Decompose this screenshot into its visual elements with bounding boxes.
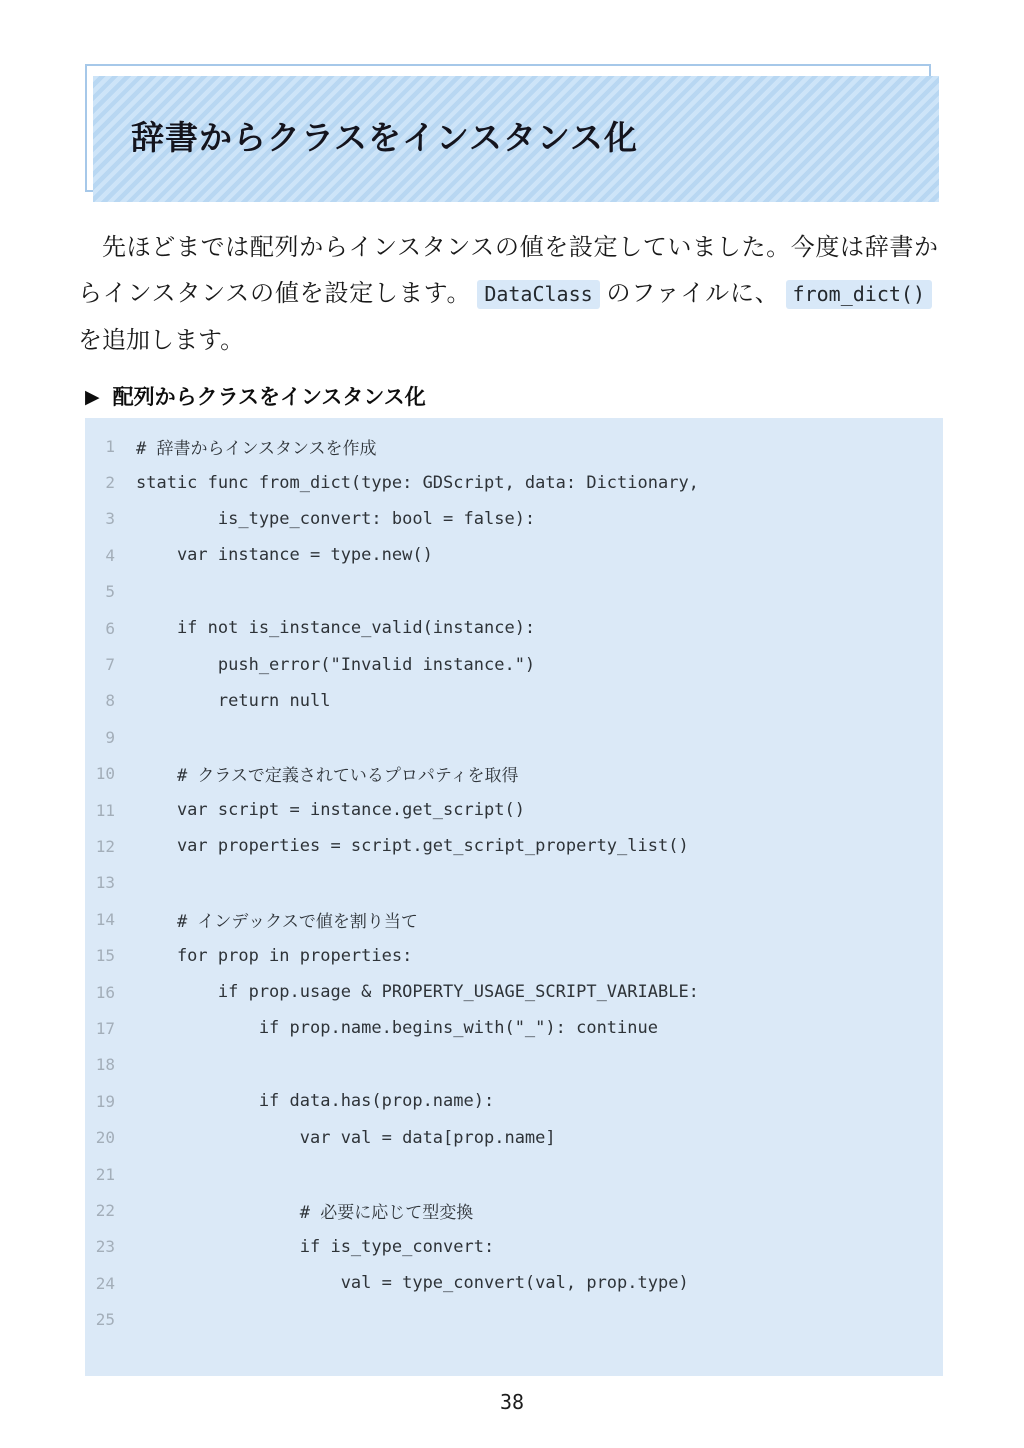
line-code: if is_type_convert: — [136, 1236, 495, 1257]
line-code: if prop.name.begins_with("_"): continue — [136, 1018, 658, 1039]
line-number: 18 — [95, 1055, 115, 1075]
line-number: 21 — [95, 1164, 115, 1184]
line-number: 10 — [95, 764, 115, 784]
line-code: var instance = type.new() — [136, 545, 433, 566]
code-lines — [85, 428, 943, 1338]
line-code: if data.has(prop.name): — [136, 1091, 495, 1112]
line-number: 23 — [95, 1237, 115, 1257]
code-line — [85, 865, 943, 901]
line-number: 1 — [105, 436, 115, 456]
code-line — [85, 574, 943, 610]
line-code: return null — [136, 690, 331, 711]
code-line — [85, 1083, 943, 1119]
intro-text-2: のファイルに、 — [605, 279, 780, 307]
line-code: is_type_convert: bool = false): — [136, 508, 536, 529]
intro-paragraph — [78, 224, 938, 363]
triangle-marker-icon: ▶ — [85, 385, 100, 408]
code-line — [85, 901, 943, 937]
line-number: 9 — [105, 727, 115, 747]
code-line — [85, 1192, 943, 1228]
line-code: val = type_convert(val, prop.type) — [136, 1273, 689, 1294]
code-block — [85, 418, 943, 1376]
code-line — [85, 428, 943, 464]
code-line — [85, 1156, 943, 1192]
line-code: var script = instance.get_script() — [136, 800, 525, 821]
line-code: var properties = script.get_script_property_list() — [136, 836, 689, 857]
line-code: # 必要に応じて型変換 — [136, 1202, 474, 1223]
line-number: 2 — [105, 473, 115, 493]
line-code: if prop.usage & PROPERTY_USAGE_SCRIPT_VARIABLE: — [136, 982, 699, 1003]
line-number: 7 — [105, 655, 115, 675]
line-number: 24 — [95, 1273, 115, 1293]
header-striped-banner — [93, 76, 939, 202]
line-number: 19 — [95, 1091, 115, 1111]
line-number: 3 — [105, 509, 115, 529]
intro-text-3: を追加します。 — [78, 326, 245, 354]
line-number: 13 — [95, 873, 115, 893]
code-line — [85, 792, 943, 828]
line-number: 16 — [95, 982, 115, 1002]
inline-code-from-dict: from_dict() — [786, 280, 932, 309]
code-line — [85, 1010, 943, 1046]
code-line — [85, 537, 943, 573]
code-line — [85, 719, 943, 755]
code-line — [85, 1229, 943, 1265]
code-line — [85, 501, 943, 537]
code-line — [85, 937, 943, 973]
code-line — [85, 974, 943, 1010]
code-line — [85, 756, 943, 792]
line-code: var val = data[prop.name] — [136, 1127, 556, 1148]
line-number: 11 — [95, 800, 115, 820]
line-number: 17 — [95, 1018, 115, 1038]
listing-caption-label: 配列からクラスをインスタンス化 — [112, 385, 426, 409]
line-code: push_error("Invalid instance.") — [136, 654, 536, 675]
line-number: 22 — [95, 1200, 115, 1220]
intro-text-1: 先ほどまでは配列からインスタンスの値を設定していました。今度は辞書からインスタンスの値を設定します。 — [78, 233, 938, 307]
line-number: 8 — [105, 691, 115, 711]
code-line — [85, 1301, 943, 1337]
inline-code-dataclass: DataClass — [477, 280, 599, 309]
page-title: 辞書からクラスをインスタンス化 — [131, 117, 639, 157]
code-line — [85, 1047, 943, 1083]
line-code: # インデックスで値を割り当て — [136, 911, 418, 932]
code-line — [85, 828, 943, 864]
line-number: 5 — [105, 582, 115, 602]
line-number: 25 — [95, 1310, 115, 1330]
line-code: if not is_instance_valid(instance): — [136, 618, 536, 639]
page-number: 38 — [499, 1390, 525, 1414]
line-code: for prop in properties: — [136, 945, 413, 966]
code-line — [85, 683, 943, 719]
line-number: 15 — [95, 946, 115, 966]
code-line — [85, 1119, 943, 1155]
line-number: 12 — [95, 836, 115, 856]
line-number: 4 — [105, 545, 115, 565]
line-number: 6 — [105, 618, 115, 638]
listing-caption — [85, 381, 426, 411]
code-line — [85, 1265, 943, 1301]
line-code: static func from_dict(type: GDScript, data: Dictionary, — [136, 472, 699, 493]
code-line — [85, 464, 943, 500]
line-number: 14 — [95, 909, 115, 929]
code-line — [85, 610, 943, 646]
line-code: # 辞書からインスタンスを作成 — [136, 438, 377, 459]
line-number: 20 — [95, 1128, 115, 1148]
code-line — [85, 646, 943, 682]
line-code: # クラスで定義されているプロパティを取得 — [136, 766, 519, 787]
